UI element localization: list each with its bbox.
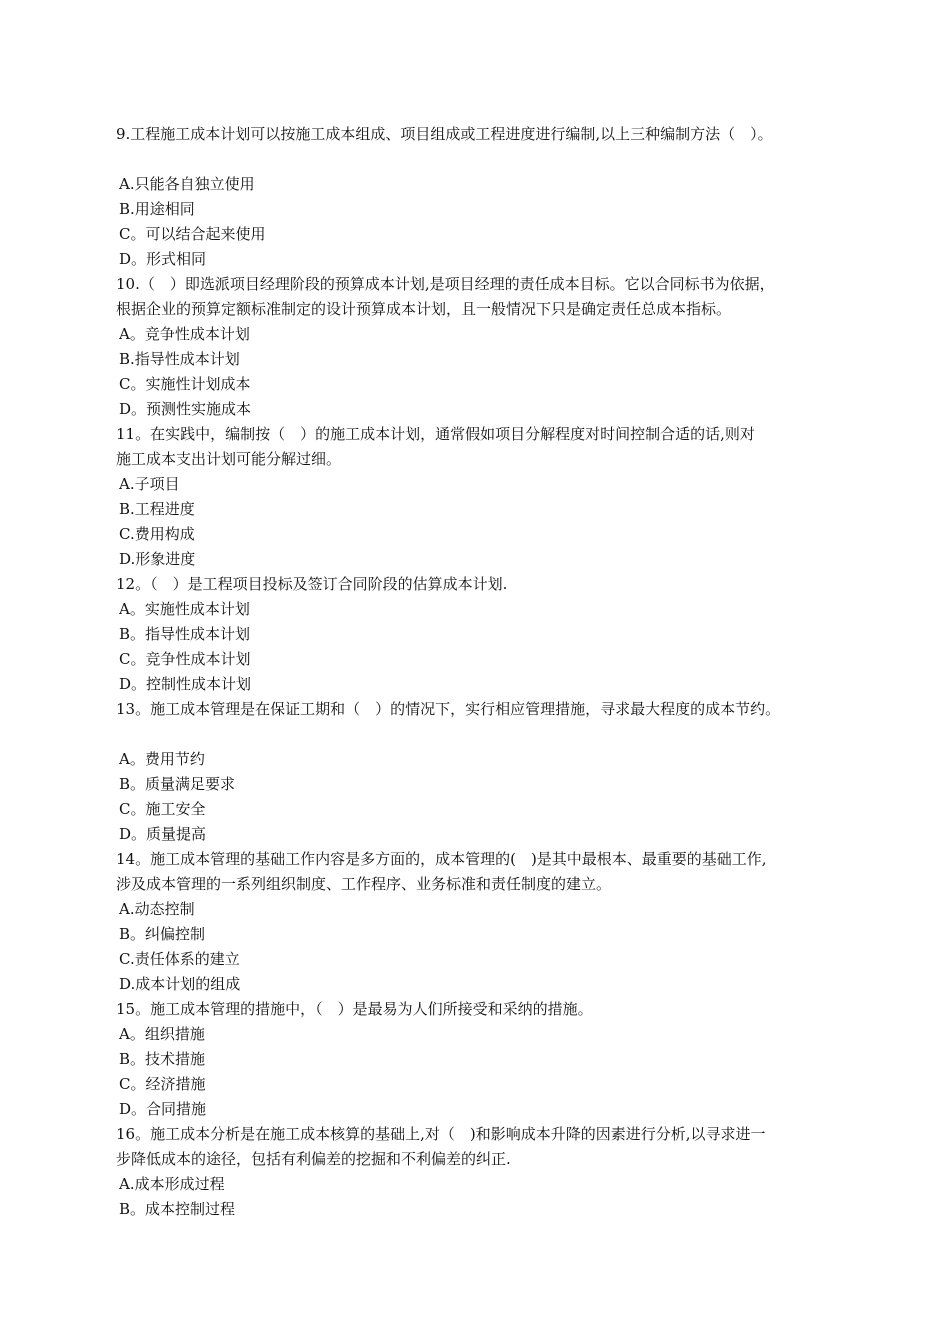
option-b: B。纠偏控制 [119,925,206,943]
question-14 [116,847,846,997]
question-14-text-line-1: 14。施工成本管理的基础工作内容是多方面的，成本管理的( )是其中最根本、最重要的基础工作, [116,850,767,868]
option-a: A。费用节约 [119,750,205,768]
question-11-text-line-2: 施工成本支出计划可能分解过细。 [116,450,342,468]
question-10-text-line-1: 10.（ ）即选派项目经理阶段的预算成本计划,是项目经理的责任成本目标。它以合同标书为依据， [116,275,775,293]
option-d: D.成本计划的组成 [119,975,241,993]
question-16 [116,1122,846,1222]
question-13-text: 13。施工成本管理是在保证工期和（ ）的情况下，实行相应管理措施，寻求最大程度的成本节约。 [116,700,781,718]
option-a: A.动态控制 [119,900,195,918]
question-14-text-line-2: 涉及成本管理的一系列组织制度、工作程序、业务标准和责任制度的建立。 [116,875,612,893]
option-a: A.只能各自独立使用 [119,175,255,193]
question-11 [116,422,846,572]
option-c: C。可以结合起来使用 [119,225,266,243]
option-a: A。组织措施 [119,1025,205,1043]
question-13 [116,697,846,847]
option-b: B。指导性成本计划 [119,625,251,643]
question-12-text: 12。（ ）是工程项目投标及签订合同阶段的估算成本计划. [116,575,508,593]
option-a: A.成本形成过程 [119,1175,225,1193]
option-c: C。经济措施 [119,1075,206,1093]
option-b: B.指导性成本计划 [119,350,240,368]
option-a: A。实施性成本计划 [119,600,250,618]
question-10 [116,272,846,422]
option-d: D。合同措施 [119,1100,207,1118]
option-b: B.用途相同 [119,200,195,218]
document-page [116,122,846,1222]
option-b: B。质量满足要求 [119,775,236,793]
question-9 [116,122,846,272]
option-c: C。竞争性成本计划 [119,650,251,668]
option-b: B。成本控制过程 [119,1200,236,1218]
question-10-text-line-2: 根据企业的预算定额标准制定的设计预算成本计划，且一般情况下只是确定责任总成本指标。 [116,300,732,318]
option-d: D。质量提高 [119,825,207,843]
option-c: C.费用构成 [119,525,195,543]
option-c: C。施工安全 [119,800,206,818]
question-15 [116,997,846,1122]
question-15-text: 15。施工成本管理的措施中，（ ）是最易为人们所接受和采纳的措施。 [116,1000,593,1018]
option-c: C。实施性计划成本 [119,375,251,393]
option-d: D.形象进度 [119,550,196,568]
question-12 [116,572,846,697]
question-16-text-line-1: 16。施工成本分析是在施工成本核算的基础上,对（ )和影响成本升降的因素进行分析,以寻求进一 [116,1125,766,1143]
question-11-text-line-1: 11。在实践中，编制按（ ）的施工成本计划，通常假如项目分解程度对时间控制合适的话,则对 [116,425,755,443]
option-c: C.责任体系的建立 [119,950,240,968]
option-d: D。控制性成本计划 [119,675,252,693]
option-d: D。形式相同 [119,250,207,268]
option-d: D。预测性实施成本 [119,400,252,418]
option-a: A。竞争性成本计划 [119,325,250,343]
question-16-text-line-2: 步降低成本的途径，包括有利偏差的挖掘和不利偏差的纠正. [116,1150,511,1168]
option-a: A.子项目 [119,475,180,493]
question-9-text: 9.工程施工成本计划可以按施工成本组成、项目组成或工程进度进行编制,以上三种编制方法（ ）。 [116,125,773,143]
option-b: B.工程进度 [119,500,195,518]
option-b: B。技术措施 [119,1050,206,1068]
